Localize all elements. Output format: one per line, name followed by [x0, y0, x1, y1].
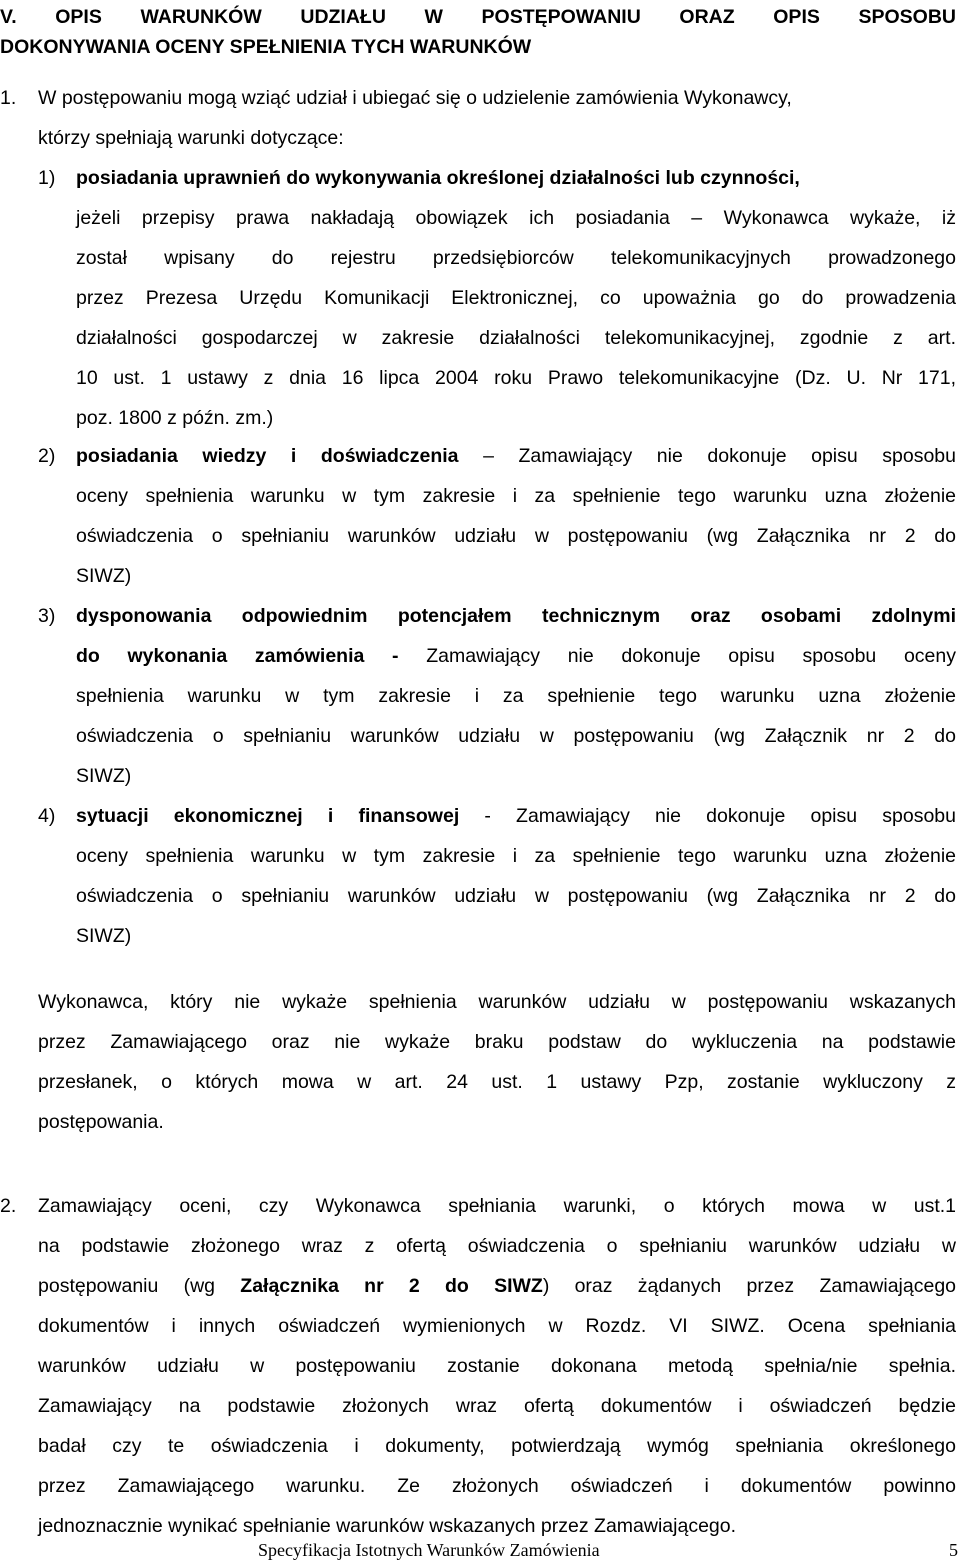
condition-3-line-1: spełnienia warunku w tym zakresie i za spełnienie tego warunku uzna złożenie — [76, 685, 956, 707]
condition-1-line-2: został wpisany do rejestru przedsiębiorców telekomunikacyjnych prowadzonego — [76, 247, 956, 269]
condition-4 — [0, 796, 956, 956]
section-2-line-1: Zamawiający oceni, czy Wykonawca spełniania warunki, o których mowa w ust.1 — [38, 1195, 956, 1217]
condition-3-marker: 3) — [38, 605, 56, 627]
section-2-line-3-pre: postępowaniu (wg — [38, 1275, 241, 1297]
section-2-number: 2. — [0, 1195, 17, 1217]
exclusion-line-2: przez Zamawiającego oraz nie wykaże braku podstaw do wykluczenia na podstawie — [38, 1031, 956, 1053]
condition-3-rest: Zamawiający nie dokonuje opisu sposobu oceny — [398, 645, 956, 667]
section-1-intro-line-2: którzy spełniają warunki dotyczące: — [38, 127, 344, 149]
footer-title: Specyfikacja Istotnych Warunków Zamówienia — [258, 1540, 600, 1560]
exclusion-line-4: postępowania. — [38, 1111, 164, 1133]
condition-4-line-2: oświadczenia o spełnianiu warunków udziału w postępowaniu (wg Załącznika nr 2 do — [76, 885, 956, 907]
page-footer — [258, 1538, 958, 1562]
condition-4-line-3: SIWZ) — [76, 925, 132, 947]
section-2-line-9: jednoznacznie wynikać spełnianie warunków wskazanych przez Zamawiającego. — [38, 1515, 737, 1537]
exclusion-line-3: przesłanek, o których mowa w art. 24 ust. 1 ustawy Pzp, zostanie wykluczony z — [38, 1071, 956, 1093]
section-1-intro-line-1: W postępowaniu mogą wziąć udział i ubiegać się o udzielenie zamówienia Wykonawcy, — [38, 87, 792, 109]
condition-4-marker: 4) — [38, 805, 56, 827]
condition-2-rest: – Zamawiający nie dokonuje opisu sposobu — [458, 445, 956, 467]
page-number: 5 — [949, 1540, 958, 1560]
condition-2-line-2: oświadczenia o spełnianiu warunków udziału w postępowaniu (wg Załącznika nr 2 do — [76, 525, 956, 547]
section-1-intro — [0, 78, 956, 158]
condition-2-title: posiadania wiedzy i doświadczenia — [76, 445, 459, 467]
condition-1 — [0, 158, 956, 438]
condition-2 — [0, 436, 956, 596]
section-heading — [0, 2, 956, 62]
condition-1-line-1: jeżeli przepisy prawa nakładają obowiązek ich posiadania – Wykonawca wykaże, iż — [76, 207, 956, 229]
section-2-line-2: na podstawie złożonego wraz z ofertą oświadczenia o spełnianiu warunków udziału w — [38, 1235, 956, 1257]
heading-line-1: V. OPIS WARUNKÓW UDZIAŁU W POSTĘPOWANIU ORAZ OPIS SPOSOBU — [0, 6, 956, 28]
section-2-line-5: warunków udziału w postępowaniu zostanie dokonana metodą spełnia/nie spełnia. — [38, 1355, 956, 1377]
section-2-line-7: badał czy te oświadczenia i dokumenty, potwierdzają wymóg spełniania określonego — [38, 1435, 956, 1457]
section-2-line-8: przez Zamawiającego warunku. Ze złożonych oświadczeń i dokumentów powinno — [38, 1475, 956, 1497]
condition-2-marker: 2) — [38, 445, 56, 467]
condition-3-title-line-2: do wykonania zamówienia - — [76, 645, 399, 667]
condition-2-line-3: SIWZ) — [76, 565, 132, 587]
section-2-line-3-bold: Załącznika nr 2 do SIWZ — [240, 1275, 543, 1297]
heading-line-2: DOKONYWANIA OCENY SPEŁNIENIA TYCH WARUNKÓW — [0, 36, 532, 58]
condition-4-title: sytuacji ekonomicznej i finansowej — [76, 805, 460, 827]
section-1-number: 1. — [0, 87, 17, 109]
condition-3-line-3: SIWZ) — [76, 765, 132, 787]
condition-1-line-4: działalności gospodarczej w zakresie działalności telekomunikacyjnej, zgodnie z art. — [76, 327, 956, 349]
section-2-line-3-post: ) oraz żądanych przez Zamawiającego — [542, 1275, 957, 1297]
exclusion-paragraph — [38, 982, 956, 1142]
section-2-line-6: Zamawiający na podstawie złożonych wraz ofertą dokumentów i oświadczeń będzie — [38, 1395, 956, 1417]
condition-4-rest: - Zamawiający nie dokonuje opisu sposobu — [459, 805, 956, 827]
condition-1-line-3: przez Prezesa Urzędu Komunikacji Elektronicznej, co upoważnia go do prowadzenia — [76, 287, 956, 309]
exclusion-line-1: Wykonawca, który nie wykaże spełnienia warunków udziału w postępowaniu wskazanych — [38, 991, 956, 1013]
condition-4-line-1: oceny spełnienia warunku w tym zakresie i za spełnienie tego warunku uzna złożenie — [76, 845, 956, 867]
section-2 — [0, 1186, 956, 1546]
condition-1-marker: 1) — [38, 167, 56, 189]
condition-1-line-5: 10 ust. 1 ustawy z dnia 16 lipca 2004 roku Prawo telekomunikacyjne (Dz. U. Nr 171, — [76, 367, 956, 389]
condition-3 — [0, 596, 956, 796]
condition-1-line-6: poz. 1800 z późn. zm.) — [76, 407, 274, 429]
condition-3-title-line-1: dysponowania odpowiednim potencjałem technicznym oraz osobami zdolnymi — [76, 605, 956, 627]
section-2-line-4: dokumentów i innych oświadczeń wymienionych w Rozdz. VI SIWZ. Ocena spełniania — [38, 1315, 956, 1337]
condition-1-title: posiadania uprawnień do wykonywania określonej działalności lub czynności, — [76, 167, 800, 189]
condition-2-line-1: oceny spełnienia warunku w tym zakresie i za spełnienie tego warunku uzna złożenie — [76, 485, 956, 507]
condition-3-line-2: oświadczenia o spełnianiu warunków udziału w postępowaniu (wg Załącznik nr 2 do — [76, 725, 956, 747]
